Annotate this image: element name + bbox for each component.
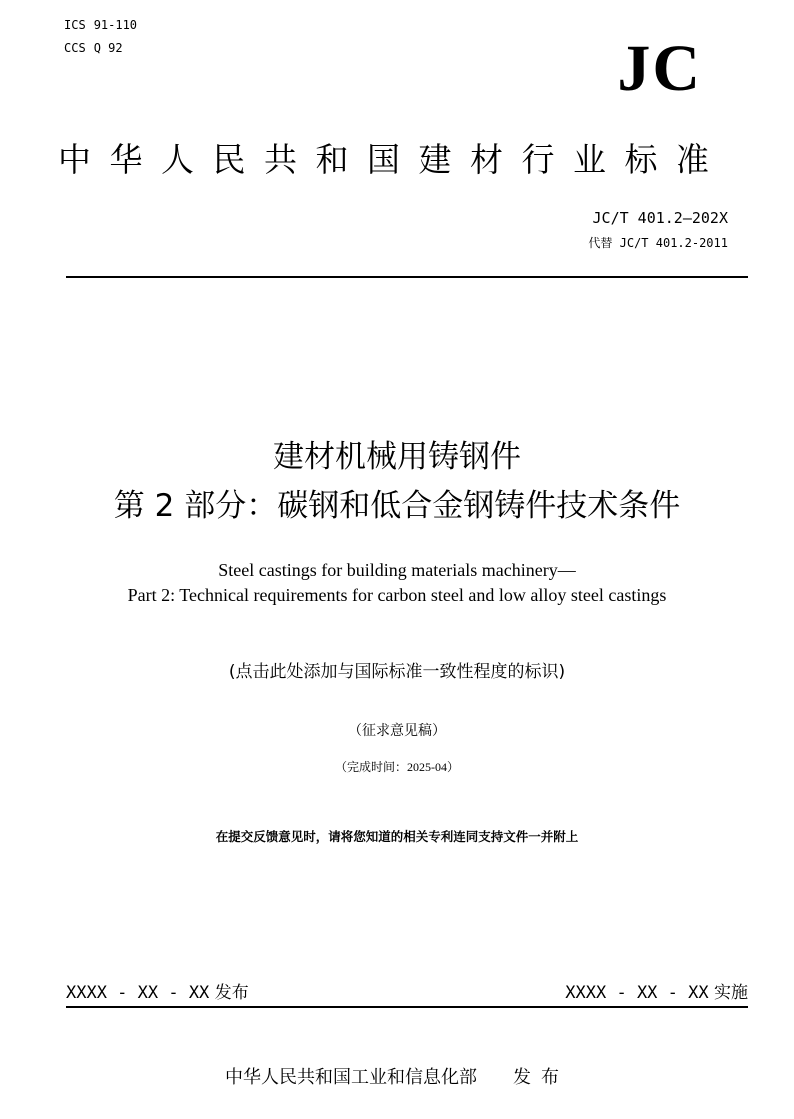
- completion-date: （完成时间：2025-04）: [335, 760, 459, 774]
- title-chinese-line2: 第 2 部分：碳钢和低合金钢铸件技术条件: [113, 488, 681, 524]
- consistency-placeholder[interactable]: (点击此处添加与国际标准一致性程度的标识): [228, 662, 566, 682]
- title-english-line1: Steel castings for building materials machinery—: [218, 560, 576, 580]
- title-chinese-line1: 建材机械用铸钢件: [273, 439, 521, 475]
- issue-date-value: XXXX - XX - XX: [66, 983, 210, 1003]
- ccs-code: Q 92: [93, 41, 123, 55]
- header-divider: [66, 276, 748, 278]
- draft-status: （征求意见稿）: [348, 724, 446, 739]
- footer-divider: [66, 1006, 748, 1008]
- issuer-name: 中华人民共和国工业和信息化部: [225, 1067, 477, 1088]
- title-english-line2: Part 2: Technical requirements for carbon steel and low alloy steel castings: [127, 585, 667, 605]
- implementation-label: 实施: [714, 983, 748, 1003]
- patent-notice: 在提交反馈意见时，请将您知道的相关专利连同支持文件一并附上: [215, 829, 579, 844]
- implementation-date: [565, 982, 748, 1004]
- national-standard-heading: 中华人民共和国建材行业标准: [58, 140, 728, 179]
- ics-classification: [64, 18, 137, 33]
- issue-date: [66, 982, 249, 1004]
- issue-label: 发布: [214, 983, 249, 1003]
- ics-code: 91-110: [93, 18, 138, 32]
- ccs-classification: [64, 41, 123, 56]
- issuing-authority: [0, 1066, 794, 1090]
- issuer-action: 发布: [513, 1067, 569, 1088]
- jc-logo: JC: [617, 32, 702, 105]
- ccs-label: CCS: [64, 41, 86, 55]
- implementation-date-value: XXXX - XX - XX: [565, 983, 709, 1003]
- standard-code: JC/T 401.2—202X: [592, 209, 728, 227]
- ics-label: ICS: [64, 18, 86, 32]
- replaces-standard: 代替 JC/T 401.2-2011: [588, 236, 728, 250]
